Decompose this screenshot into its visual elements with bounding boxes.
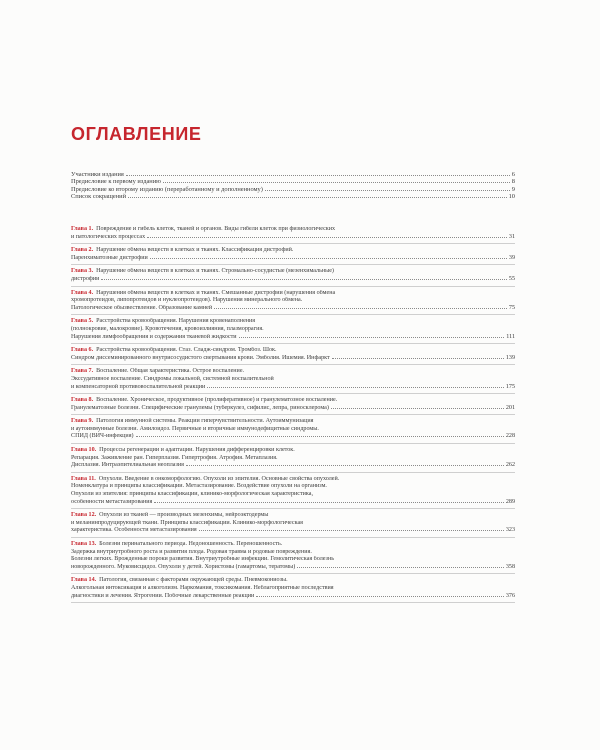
chapter-title-text: Болезни перинатального периода. Недоношенность. Переношенность. xyxy=(99,541,283,547)
dot-leader xyxy=(154,502,504,503)
page-number: 55 xyxy=(508,275,515,282)
chapter-title-text: особенности метастазирования xyxy=(71,498,153,505)
chapter-title-text: Дисплазия. Интраэпителиальная неоплазия xyxy=(71,462,184,469)
chapter-title-text: новорожденного. Муковисцидоз. Опухоли у детей. Хористомы (гамартомы, тератомы) xyxy=(71,563,296,570)
chapter-line-text xyxy=(71,405,329,413)
chapter-title-text: и аутоиммунные болезни. Амилоидоз. Первичные и вторичные иммунодефицитные синдромы. xyxy=(71,425,319,432)
chapter-line xyxy=(71,447,515,455)
chapter-line xyxy=(71,305,515,313)
page-number: 31 xyxy=(508,233,515,240)
chapter-line xyxy=(71,418,515,426)
chapter-title-text: Нарушение обмена веществ в клетках и тканях. Стромально-сосудистые (мезенхимальные) xyxy=(96,268,334,275)
chapter-label: Глава 6. xyxy=(71,347,94,354)
chapter-entry[interactable] xyxy=(71,223,515,244)
chapter-line xyxy=(71,347,515,355)
chapter-list xyxy=(71,223,515,603)
chapter-line xyxy=(71,585,515,593)
dot-leader xyxy=(297,567,504,568)
chapter-label: Глава 2. xyxy=(71,247,94,254)
chapter-entry[interactable] xyxy=(71,574,515,603)
chapter-entry[interactable] xyxy=(71,344,515,365)
page-number: 8 xyxy=(511,178,515,186)
dot-leader xyxy=(147,237,507,238)
chapter-entry[interactable] xyxy=(71,244,515,265)
chapter-label: Глава 7. xyxy=(71,368,94,375)
chapter-title-text: Репарация. Заживление ран. Гиперплазия. Гипертрофия. Атрофия. Метаплазия. xyxy=(71,454,278,461)
chapter-title-text: Воспаление. Хроническое, продуктивное (пролиферативное) и гранулематозное воспаление. xyxy=(96,397,338,404)
dot-leader xyxy=(256,596,504,597)
chapter-title-text: Расстройства кровообращения. Стаз. Сладж-синдром. Тромбоз. Шок. xyxy=(96,347,277,354)
chapter-line-text xyxy=(71,593,254,601)
chapter-line-text xyxy=(71,433,134,441)
chapter-line xyxy=(71,491,515,499)
chapter-title-text: Патология иммунной системы. Реакции гиперчувствительности. Аутоиммунизация xyxy=(96,418,314,425)
dot-leader xyxy=(239,337,505,338)
chapter-entry[interactable] xyxy=(71,509,515,538)
dot-leader xyxy=(331,408,504,409)
chapter-label: Глава 11. xyxy=(71,475,96,482)
chapter-title-text: Номенклатура и принципы классификации. Метастазирование. Воздействие опухоли на организм. xyxy=(71,483,327,490)
toc-entry-title: Предисловие к первому изданию xyxy=(71,178,161,186)
chapter-line xyxy=(71,326,515,334)
chapter-line xyxy=(71,564,515,572)
dot-leader xyxy=(163,182,510,183)
chapter-line xyxy=(71,426,515,434)
chapter-line xyxy=(71,476,515,484)
dot-leader xyxy=(128,197,507,198)
chapter-title-text: Болезни легких. Врожденные пороки развития. Внутриутробные инфекции. Гемолитическая болезнь xyxy=(71,556,335,563)
chapter-entry[interactable] xyxy=(71,415,515,444)
chapter-title-text: Синдром диссеминированного внутрисосудистого свертывания крови. Эмболия. Ишемия. Инфаркт xyxy=(71,354,330,361)
chapter-title-text: Алкогольная интоксикация и алкоголизм. Наркомания, токсикомания. Неблагоприятные последствия xyxy=(71,584,334,591)
dot-leader xyxy=(136,436,504,437)
chapter-line xyxy=(71,276,515,284)
chapter-title-text: Экссудативное воспаление. Синдромы локальной, системной воспалительной xyxy=(71,375,274,382)
chapter-line-text xyxy=(71,462,184,470)
page-title: ОГЛАВЛЕНИЕ xyxy=(71,124,202,144)
dot-leader xyxy=(265,190,510,191)
chapter-entry[interactable] xyxy=(71,394,515,415)
chapter-line xyxy=(71,549,515,557)
page-number: 75 xyxy=(508,304,515,311)
page-number: 10 xyxy=(508,193,515,201)
chapter-title-text: Нарушение обмена веществ в клетках и тканях. Классификация дистрофий. xyxy=(96,247,294,254)
chapter-line xyxy=(71,255,515,263)
page-number: 139 xyxy=(505,354,515,361)
chapter-line-text xyxy=(71,564,295,572)
chapter-title-text: дистрофии xyxy=(71,275,100,282)
toc-entry[interactable] xyxy=(71,193,515,200)
chapter-label: Глава 3. xyxy=(71,268,94,275)
chapter-line-text xyxy=(71,234,145,242)
chapter-line-text xyxy=(71,355,330,363)
chapter-line xyxy=(71,541,515,549)
chapter-title-text: Процессы регенерации и адаптации. Нарушения дифференцировки клеток. xyxy=(99,447,295,454)
chapter-line xyxy=(71,226,515,234)
chapter-title-text: и меланинпродуцирующей ткани. Принципы классификации. Клинико-морфологическая xyxy=(71,519,303,526)
chapter-title-text: Паренхиматозные дистрофии xyxy=(71,254,148,261)
toc-entry-title: Список сокращений xyxy=(71,193,127,201)
chapter-title-text: Патология, связанная с факторами окружающей среды. Пневмокониозы. xyxy=(99,577,288,584)
chapter-line xyxy=(71,368,515,376)
chapter-line xyxy=(71,462,515,470)
chapter-label: Глава 4. xyxy=(71,289,94,296)
chapter-line xyxy=(71,512,515,520)
dot-leader xyxy=(126,175,510,176)
chapter-line xyxy=(71,297,515,305)
chapter-title-text: СПИД (ВИЧ-инфекция) xyxy=(71,433,134,440)
chapter-line-text xyxy=(71,276,99,284)
page-number: 6 xyxy=(511,171,515,178)
chapter-title-text: Гранулематозные болезни. Специфические гранулемы (туберкулез, сифилис, лепра, риносклерома) xyxy=(71,404,329,411)
chapter-line xyxy=(71,455,515,463)
chapter-line xyxy=(71,527,515,535)
chapter-line xyxy=(71,234,515,242)
chapter-label: Глава 13. xyxy=(71,541,97,547)
chapter-title-text: Воспаление. Общая характеристика. Острое воспаление. xyxy=(96,368,245,375)
chapter-line xyxy=(71,384,515,392)
dot-leader xyxy=(332,358,504,359)
chapter-label: Глава 10. xyxy=(71,447,97,454)
page-number: 376 xyxy=(505,592,515,599)
page-number: 262 xyxy=(505,462,515,469)
dot-leader xyxy=(207,387,504,388)
dot-leader xyxy=(214,308,507,309)
dot-leader xyxy=(186,465,504,466)
chapter-title-text: Нарушения лимфообращения и содержания тканевой жидкости xyxy=(71,333,237,340)
chapter-line xyxy=(71,577,515,585)
chapter-line-text xyxy=(71,384,205,392)
chapter-entry[interactable] xyxy=(71,473,515,509)
chapter-line xyxy=(71,247,515,255)
chapter-label: Глава 1. xyxy=(71,226,94,232)
chapter-label: Глава 8. xyxy=(71,397,94,404)
chapter-title-text: Патологическое обызвествление. Образование камней xyxy=(71,304,213,311)
chapter-title-text: Задержка внутриутробного роста и развития плода. Родовая травма и родовые повреждения. xyxy=(71,548,312,555)
page-number: 9 xyxy=(511,185,515,193)
chapter-title-text: характеристика. Особенности метастазирования xyxy=(71,527,197,534)
dot-leader xyxy=(150,258,507,259)
chapter-title-text: Опухоли. Введение в онкоморфологию. Опухоли из эпителия. Основные свойства опухолей. xyxy=(98,475,340,482)
chapter-line xyxy=(71,355,515,363)
chapter-title-text: Нарушения обмена веществ в клетках и тканях. Смешанные дистрофии (нарушения обмена xyxy=(96,289,336,296)
chapter-line xyxy=(71,593,515,601)
front-matter-list xyxy=(71,171,515,201)
chapter-title-text: Расстройства кровообращения. Нарушения кровенаполнения xyxy=(96,318,256,325)
page-number: 39 xyxy=(508,254,515,261)
page-number: 323 xyxy=(505,527,515,534)
chapter-line xyxy=(71,483,515,491)
chapter-line xyxy=(71,290,515,298)
chapter-entry[interactable] xyxy=(71,444,515,473)
dot-leader xyxy=(199,530,504,531)
page-number: 289 xyxy=(505,498,515,505)
chapter-line xyxy=(71,499,515,507)
chapter-label: Глава 5. xyxy=(71,318,94,325)
chapter-line-text xyxy=(71,334,237,342)
chapter-title-text: (полнокровие, малокровие). Кровотечения, кровоизлияния, плазморрагия. xyxy=(71,325,264,332)
chapter-label: Глава 14. xyxy=(71,577,97,584)
chapter-title-text: хромопротеидов, липопротеидов и нуклеопротеидов). Нарушения минерального обмена. xyxy=(71,297,303,304)
chapter-line-text xyxy=(71,499,152,507)
chapter-title-text: диагностики и лечения. Ятрогении. Побочные лекарственные реакции xyxy=(71,592,255,599)
chapter-title-text: и патологических процессах xyxy=(71,233,146,240)
chapter-entry[interactable] xyxy=(71,265,515,286)
chapter-title-text: Повреждение и гибель клеток, тканей и органов. Виды гибели клеток при физиологических xyxy=(96,226,336,232)
chapter-line xyxy=(71,556,515,564)
chapter-line-text xyxy=(71,305,212,313)
toc-entry[interactable] xyxy=(71,186,515,193)
toc-entry[interactable] xyxy=(71,178,515,185)
page-number: 111 xyxy=(506,333,515,340)
toc-entry-title: Участники издания xyxy=(71,171,124,178)
page-number: 175 xyxy=(505,383,515,390)
chapter-entry[interactable] xyxy=(71,365,515,394)
chapter-line xyxy=(71,376,515,384)
chapter-entry[interactable] xyxy=(71,287,515,316)
chapter-line xyxy=(71,405,515,413)
chapter-label: Глава 9. xyxy=(71,418,94,425)
chapter-line-text xyxy=(71,255,148,263)
toc-entry[interactable] xyxy=(71,171,515,178)
chapter-title-text: Опухоли из тканей — производных мезенхимы, нейроэктодермы xyxy=(99,512,269,519)
chapter-line xyxy=(71,433,515,441)
page-number: 201 xyxy=(505,404,515,411)
chapter-title-text: и компенсаторной противовоспалительной реакции xyxy=(71,383,206,390)
chapter-line-text xyxy=(71,527,197,535)
chapter-line xyxy=(71,397,515,405)
chapter-line xyxy=(71,268,515,276)
chapter-label: Глава 12. xyxy=(71,512,97,519)
page-number: 358 xyxy=(505,563,515,570)
toc-entry-title: Предисловие ко второму изданию (переработанному и дополненному) xyxy=(71,185,263,193)
chapter-line xyxy=(71,334,515,342)
chapter-title-text: Опухоли из эпителия: принципы классификации, клинико-морфологическая характеристика, xyxy=(71,491,314,498)
chapter-entry[interactable] xyxy=(71,538,515,574)
page-number: 228 xyxy=(505,433,515,440)
chapter-line xyxy=(71,318,515,326)
chapter-entry[interactable] xyxy=(71,315,515,344)
chapter-line xyxy=(71,520,515,528)
dot-leader xyxy=(101,279,507,280)
